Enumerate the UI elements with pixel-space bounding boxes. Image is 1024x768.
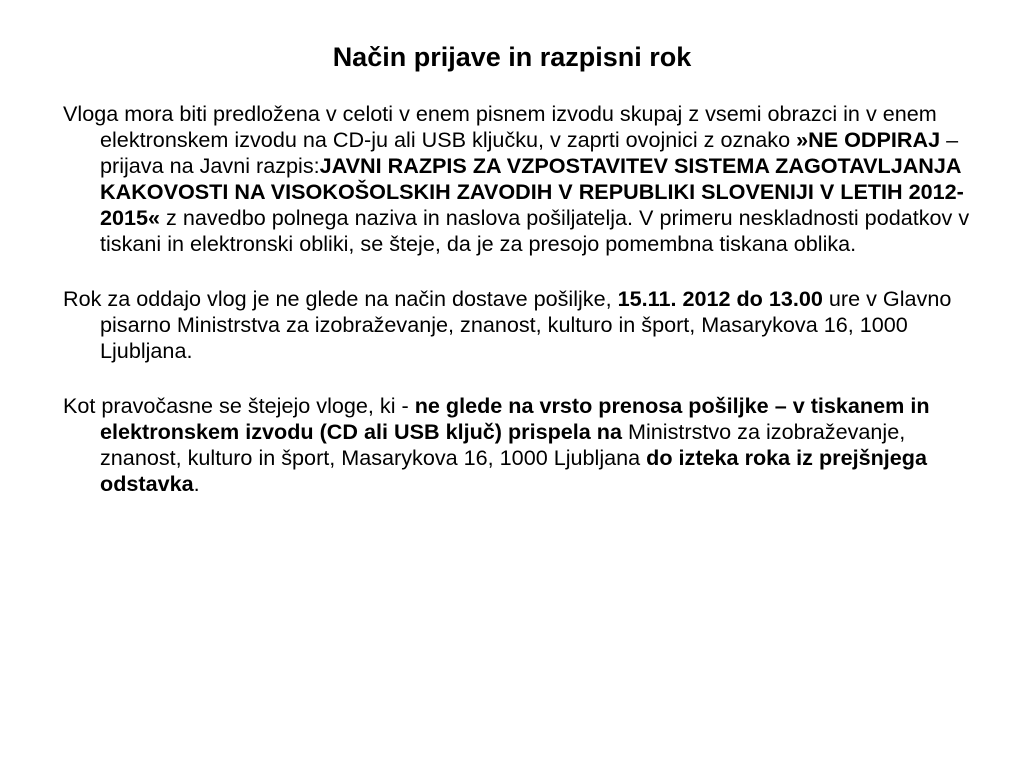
marking-do-not-open: »NE ODPIRAJ (796, 127, 941, 152)
paragraph-1-text: Vloga mora biti predložena v celoti v enem pisnem izvodu skupaj z vsemi obrazci in v enem elektronskem izvodu na CD-ju ali USB ključku, v zaprti ovojnici z oznako (63, 101, 937, 152)
paragraph-application-method (63, 101, 973, 257)
slide-title: Način prijave in razpisni rok (332, 42, 692, 72)
paragraph-timely-applications (63, 393, 973, 497)
deadline-reference: do izteka roka iz prejšnjega odstavka (100, 445, 927, 496)
deadline-datetime: 15.11. 2012 do 13.00 (617, 286, 823, 311)
paragraph-2-text: Rok za oddajo vlog je ne glede na način dostave pošiljke, (63, 286, 618, 311)
paragraph-3-text: Kot pravočasne se štejejo vloge, ki - (63, 393, 415, 418)
tender-name: JAVNI RAZPIS ZA VZPOSTAVITEV SISTEMA ZAGOTAVLJANJA KAKOVOSTI NA VISOKOŠOLSKIH ZAVODIH V REPUBLIKI SLOVENIJI V LETIH 2012-2015« (100, 153, 964, 230)
paragraph-deadline (63, 286, 973, 364)
paragraph-1-text: z navedbo polnega naziva in naslova pošiljatelja. V primeru neskladnosti podatkov v tiskani in elektronski obliki, se šteje, da je za presojo pomembna tiskana oblika. (100, 205, 970, 256)
paragraph-1-text: – prijava na Javni razpis: (100, 127, 959, 178)
slide-body (63, 101, 973, 497)
delivery-condition: ne glede na vrsto prenosa pošiljke – v tiskanem in elektronskem izvodu (CD ali USB ključ) prispela na (100, 393, 930, 444)
paragraph-3-text: . (193, 471, 200, 496)
paragraph-2-text: ure v Glavno pisarno Ministrstva za izobraževanje, znanost, kulturo in šport, Masarykova 16, 1000 Ljubljana. (100, 286, 952, 363)
paragraph-3-text: Ministrstvo za izobraževanje, znanost, kulturo in šport, Masarykova 16, 1000 Ljubljana (100, 419, 906, 470)
